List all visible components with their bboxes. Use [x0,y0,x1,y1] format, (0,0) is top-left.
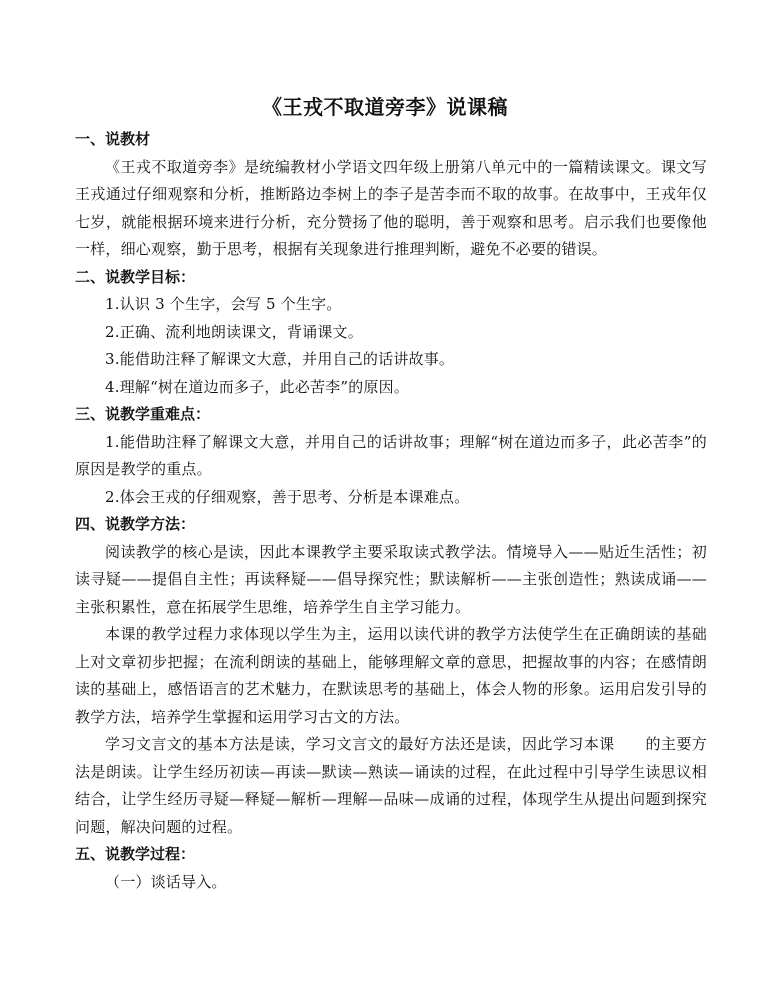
process-subheading-1: （一）谈话导入。 [105,872,227,891]
paragraph-methods-1: 阅读教学的核心是读，因此本课教学主要采取读式教学法。情境导入——贴近生活性；初读寻疑——提倡自主性；再读释疑——倡导探究性；默读解析——主张创造性；熟读成诵——主张积累性，意在拓展学生思维，培养学生自主学习能力。 [75,542,707,616]
paragraph-teaching-material: 《王戎不取道旁李》是统编教材小学语文四年级上册第八单元中的一篇精读课文。课文写王戎通过仔细观察和分析，推断路边李树上的李子是苦李而不取的故事。在故事中，王戎年仅七岁，就能根据环境来进行分析，充分赞扬了他的聪明，善于观察和思考。启示我们也要像他一样，细心观察，勤于思考，根据有关现象进行推理判断，避免不必要的错误。 [75,157,707,258]
document-title: 《王戎不取道旁李》说课稿 [262,95,508,119]
section-heading-key-points: 三、说教学重难点： [75,405,211,423]
goal-item-1: 1.认识 3 个生字，会写 5 个生字。 [105,295,342,313]
key-point-item-2: 2.体会王戎的仔细观察，善于思考、分析是本课难点。 [105,487,470,506]
document-body [75,126,707,896]
section-heading-teaching-methods: 四、说教学方法： [75,515,196,533]
section-heading-teaching-material: 一、说教材 [75,130,151,148]
section-heading-teaching-process: 五、说教学过程： [75,845,196,863]
key-point-item-1: 1.能借助注释了解课文大意，并用自己的话讲故事；理解“树在道边而多子，此必苦李”的原因是教学的重点。 [75,432,707,478]
goal-item-4: 4.理解“树在道边而多子，此必苦李”的原因。 [105,377,410,396]
paragraph-methods-2: 本课的教学过程力求体现以学生为主，运用以读代讲的教学方法使学生在正确朗读的基础上对文章初步把握；在流利朗读的基础上，能够理解文章的意思，把握故事的内容；在感情朗读的基础上，感悟语言的艺术魅力，在默读思考的基础上，体会人物的形象。运用启发引导的教学方法，培养学生掌握和运用学习古文的方法。 [75,625,707,726]
goal-item-3: 3.能借助注释了解课文大意，并用自己的话讲故事。 [105,350,455,368]
paragraph-methods-3: 学习文言文的基本方法是读，学习文言文的最好方法还是读，因此学习本课 的主要方法是朗读。让学生经历初读—再读—默读—熟读—诵读的过程，在此过程中引导学生读思议相结合，让学生经历寻疑—释疑—解析—理解—品味—成诵的过程，体现学生从提出问题到探究问题，解决问题的过程。 [75,735,707,836]
goal-item-2: 2.正确、流利地朗读课文，背诵课文。 [105,322,363,341]
section-heading-teaching-goals: 二、说教学目标： [75,267,196,286]
